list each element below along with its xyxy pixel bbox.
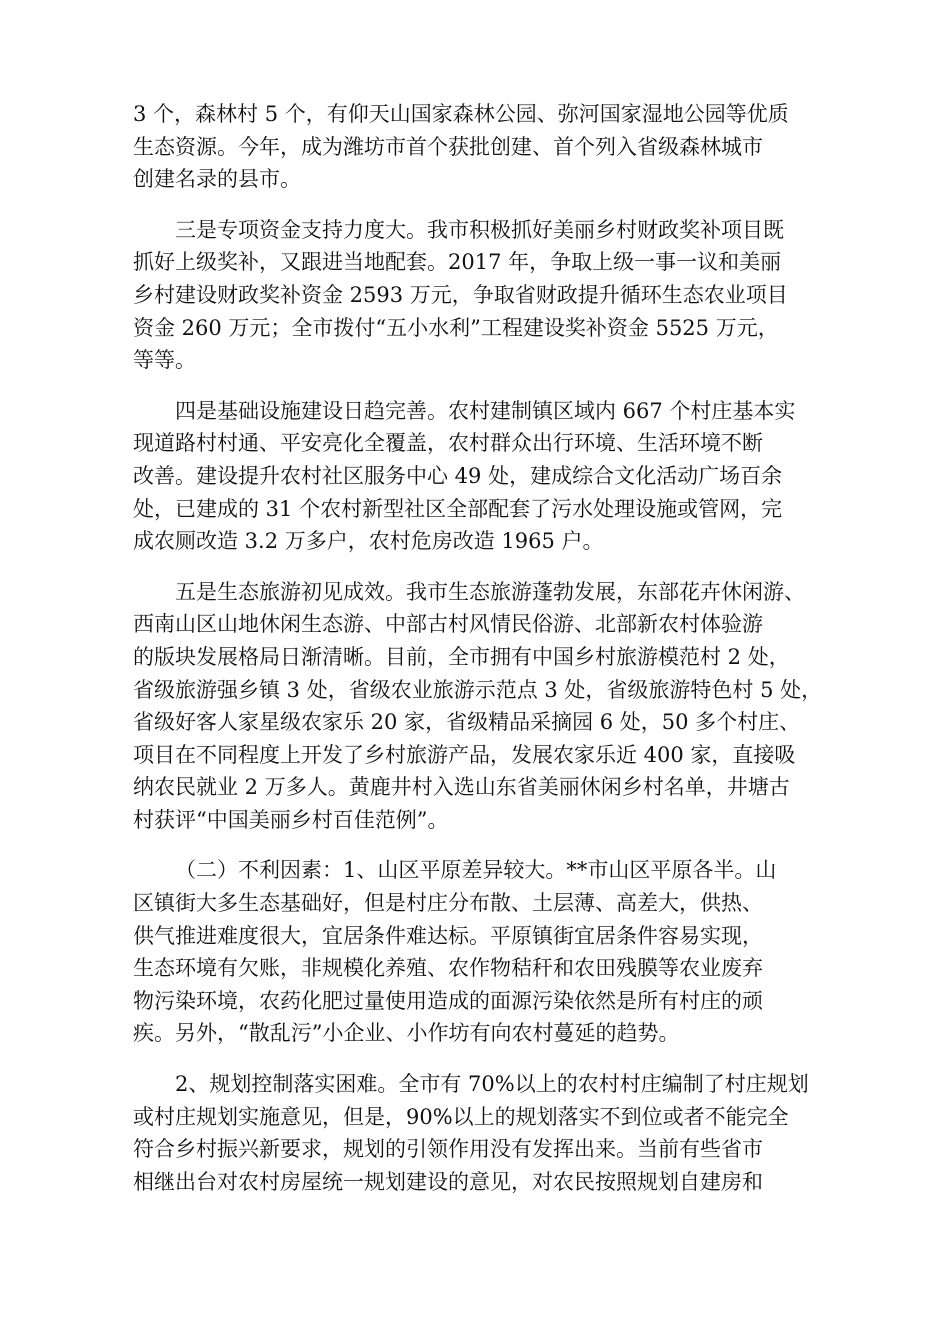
text-line: 或村庄规划实施意见，但是，90%以上的规划落实不到位或者不能完全	[133, 1104, 789, 1129]
text-line: 3 个，森林村 5 个，有仰天山国家森林公园、弥河国家湿地公园等优质	[133, 102, 789, 126]
text-line: 区镇街大多生态基础好，但是村庄分布散、土层薄、高差大，供热、	[133, 891, 763, 916]
paragraph-spacer	[133, 558, 821, 576]
text-line: 乡村建设财政奖补资金 2593 万元，争取省财政提升循环生态农业项目	[133, 282, 788, 307]
text-line: 项目在不同程度上开发了乡村旅游产品，发展农家乐近 400 家，直接吸	[133, 742, 796, 767]
text-line: 创建名录的县市。	[133, 167, 301, 192]
text-line: 处，已建成的 31 个农村新型社区全部配套了污水处理设施或管网，完	[133, 496, 783, 521]
paragraph-spacer	[133, 1050, 821, 1068]
text-line: 资金 260 万元；全市拨付“五小水利”工程建设奖补资金 5525 万元，	[133, 315, 779, 340]
text-line: 省级旅游强乡镇 3 处，省级农业旅游示范点 3 处，省级旅游特色村 5 处，	[133, 677, 823, 702]
text-line: 改善。建设提升农村社区服务中心 49 处，建成综合文化活动广场百余	[133, 463, 783, 488]
text-line: 四是基础设施建设日趋完善。农村建制镇区域内 667 个村庄基本实	[175, 398, 796, 423]
document-body	[133, 98, 821, 1198]
text-line: 三是专项资金支持力度大。我市积极抓好美丽乡村财政奖补项目既	[175, 217, 784, 242]
text-line: 等等。	[133, 348, 196, 373]
paragraph-spacer	[133, 836, 821, 854]
paragraph-spacer	[133, 196, 821, 214]
paragraph-special-funds	[133, 214, 821, 377]
paragraph-infrastructure	[133, 395, 821, 558]
text-line: 供气推进难度很大，宜居条件难达标。平原镇街宜居条件容易实现，	[133, 923, 763, 948]
text-line: 村获评“中国美丽乡村百佳范例”。	[133, 807, 449, 832]
text-line: 西南山区山地休闲生态游、中部古村风情民俗游、北部新农村体验游	[133, 612, 763, 637]
text-line: 2、规划控制落实困难。全市有 70%以上的农村村庄编制了村庄规划	[175, 1072, 809, 1097]
text-line: 相继出台对农村房屋统一规划建设的意见，对农民按照规划自建房和	[133, 1169, 763, 1194]
text-line: （二）不利因素：1、山区平原差异较大。**市山区平原各半。山	[175, 858, 777, 883]
text-line: 成农厕改造 3.2 万多户，农村危房改造 1965 户。	[133, 529, 604, 554]
text-line: 生态环境有欠账，非规模化养殖、农作物秸秆和农田残膜等农业废弃	[133, 956, 763, 981]
text-line: 现道路村村通、平安亮化全覆盖，农村群众出行环境、生活环境不断	[133, 431, 763, 456]
paragraph-planning-control	[133, 1068, 821, 1198]
paragraph-spacer	[133, 377, 821, 395]
paragraph-forest-resources	[133, 98, 821, 196]
text-line: 的版块发展格局日渐清晰。目前，全市拥有中国乡村旅游模范村 2 处，	[133, 644, 790, 669]
text-line: 物污染环境，农药化肥过量使用造成的面源污染依然是所有村庄的顽	[133, 988, 763, 1013]
text-line: 五是生态旅游初见成效。我市生态旅游蓬勃发展，东部花卉休闲游、	[175, 579, 805, 604]
text-line: 纳农民就业 2 万多人。黄鹿井村入选山东省美丽休闲乡村名单，井塘古	[133, 775, 790, 800]
text-line: 疾。另外，“散乱污”小企业、小作坊有向农村蔓延的趋势。	[133, 1021, 680, 1046]
text-line: 抓好上级奖补，又跟进当地配套。2017 年，争取上级一事一议和美丽	[133, 250, 782, 275]
paragraph-eco-tourism	[133, 576, 821, 837]
text-line: 省级好客人家星级农家乐 20 家，省级精品采摘园 6 处，50 多个村庄、	[133, 710, 801, 735]
paragraph-unfavorable-factors	[133, 854, 821, 1050]
text-line: 符合乡村振兴新要求，规划的引领作用没有发挥出来。当前有些省市	[133, 1137, 763, 1162]
text-line: 生态资源。今年，成为潍坊市首个获批创建、首个列入省级森林城市	[133, 134, 763, 159]
